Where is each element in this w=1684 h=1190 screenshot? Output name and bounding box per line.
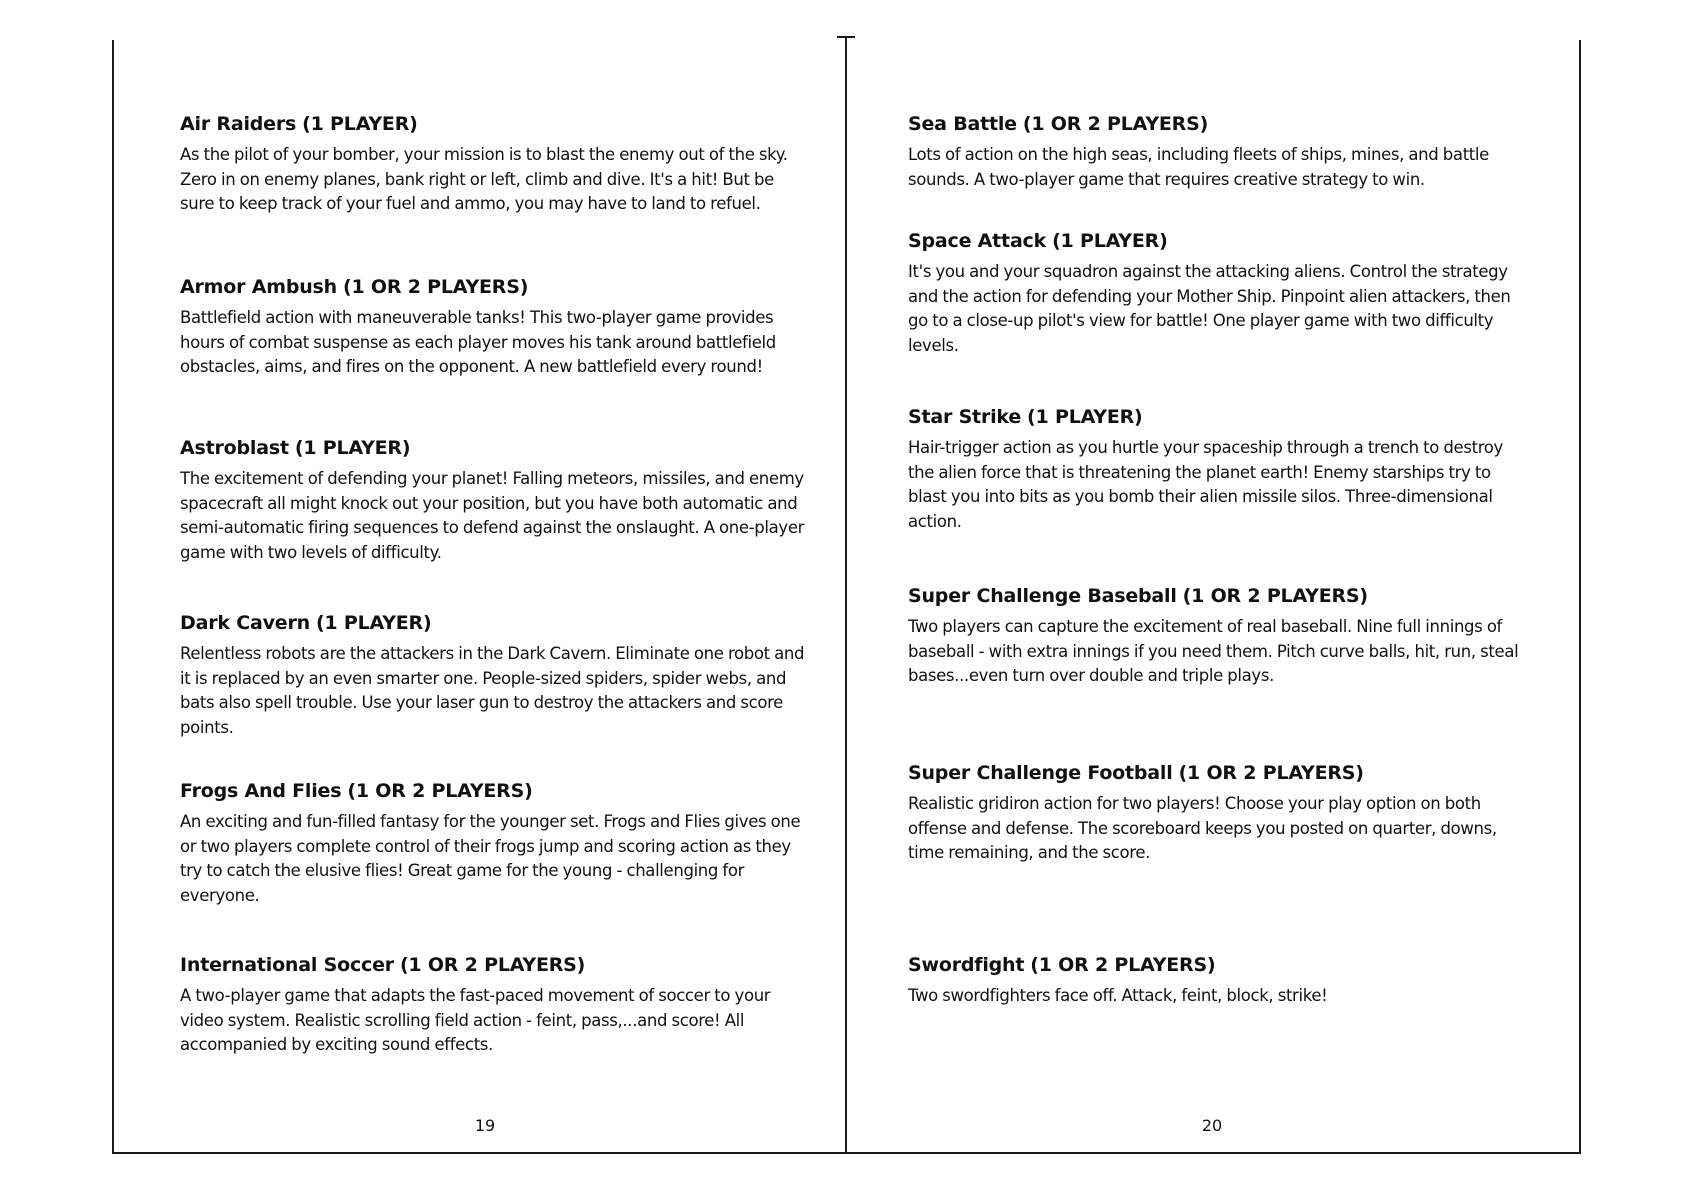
game-entry-international-soccer xyxy=(180,953,805,1058)
center-spine-line xyxy=(845,36,847,1154)
game-description: Hair-trigger action as you hurtle your spaceship through a trench to destroy the alien force that is threatening the planet earth! Enemy starships try to blast you into bits as you bomb their alien missile silos. Three-dimensional action. xyxy=(908,438,1503,531)
game-players: (1 PLAYER) xyxy=(315,612,432,634)
bottom-border-line xyxy=(112,1152,1581,1154)
game-entry-space-attack xyxy=(908,229,1533,358)
game-name: International Soccer xyxy=(180,954,394,976)
game-description: Two players can capture the excitement of real baseball. Nine full innings of baseball - with extra innings if you need them. Pitch curve balls, hit, run, steal bases...even turn over double and triple plays. xyxy=(908,617,1519,685)
game-description: Realistic gridiron action for two players! Choose your play option on both offense and defense. The scoreboard keeps you posted on quarter, downs, time remaining, and the score. xyxy=(908,794,1497,862)
game-name: Astroblast xyxy=(180,437,289,459)
game-players: (1 PLAYER) xyxy=(294,437,411,459)
game-description: A two-player game that adapts the fast-paced movement of soccer to your video system. Realistic scrolling field action - feint, pass,...and score! All accompanied by exciting sound effects. xyxy=(180,986,771,1054)
game-players: (1 PLAYER) xyxy=(302,113,418,135)
game-players: (1 PLAYER) xyxy=(1052,230,1168,252)
game-entry-astroblast xyxy=(180,436,805,565)
page-number: 20 xyxy=(1201,1116,1223,1135)
game-title xyxy=(180,436,805,460)
game-players: (1 OR 2 PLAYERS) xyxy=(399,954,586,976)
game-entry-dark-cavern xyxy=(180,611,805,740)
game-players: (1 OR 2 PLAYERS) xyxy=(1178,762,1364,784)
game-name: Space Attack xyxy=(908,230,1047,252)
game-players: (1 OR 2 PLAYERS) xyxy=(1182,585,1368,607)
right-border-line xyxy=(1579,40,1581,1154)
game-title xyxy=(908,405,1533,429)
game-name: Super Challenge Baseball xyxy=(908,585,1177,607)
spine-top-tick xyxy=(837,36,855,38)
game-entry-sea-battle xyxy=(908,112,1533,192)
game-description: Battlefield action with maneuverable tanks! This two-player game provides hours of combat suspense as each player moves his tank around battlefield obstacles, aims, and fires on the opponent. A new battlefield every round! xyxy=(180,308,776,376)
game-title xyxy=(180,112,805,136)
game-entry-star-strike xyxy=(908,405,1533,534)
game-entry-air-raiders xyxy=(180,112,805,217)
game-name: Dark Cavern xyxy=(180,612,310,634)
game-title xyxy=(908,112,1533,136)
game-name: Frogs And Flies xyxy=(180,780,342,802)
game-title xyxy=(908,584,1533,608)
game-description: Lots of action on the high seas, including fleets of ships, mines, and battle sounds. A two-player game that requires creative strategy to win. xyxy=(908,145,1489,189)
game-name: Armor Ambush xyxy=(180,276,337,298)
game-title xyxy=(180,779,805,803)
left-border-line xyxy=(112,40,114,1154)
game-description: Relentless robots are the attackers in the Dark Cavern. Eliminate one robot and it is replaced by an even smarter one. People-sized spiders, spider webs, and bats also spell trouble. Use your laser gun to destroy the attackers and score points. xyxy=(180,644,805,737)
game-name: Swordfight xyxy=(908,954,1025,976)
game-entry-swordfight xyxy=(908,953,1533,1009)
game-name: Sea Battle xyxy=(908,113,1017,135)
game-players: (1 OR 2 PLAYERS) xyxy=(347,780,533,802)
game-description: An exciting and fun-filled fantasy for the younger set. Frogs and Flies gives one or two players complete control of their frogs jump and scoring action as they try to catch the elusive flies! Great game for the young - challenging for everyone. xyxy=(180,812,801,905)
page-number: 19 xyxy=(474,1116,496,1135)
game-entry-frogs-and-flies xyxy=(180,779,805,908)
game-players: (1 PLAYER) xyxy=(1027,406,1143,428)
game-players: (1 OR 2 PLAYERS) xyxy=(342,276,529,298)
game-entry-super-challenge-baseball xyxy=(908,584,1533,689)
game-title xyxy=(908,229,1533,253)
game-players: (1 OR 2 PLAYERS) xyxy=(1030,954,1216,976)
game-name: Star Strike xyxy=(908,406,1022,428)
game-title xyxy=(180,611,805,635)
game-entry-armor-ambush xyxy=(180,275,805,380)
game-title xyxy=(180,953,805,977)
game-entry-super-challenge-football xyxy=(908,761,1533,866)
game-players: (1 OR 2 PLAYERS) xyxy=(1022,113,1209,135)
game-description: It's you and your squadron against the attacking aliens. Control the strategy and the action for defending your Mother Ship. Pinpoint alien attackers, then go to a close-up pilot's view for battle! One player game with two difficulty levels. xyxy=(908,262,1511,355)
game-name: Super Challenge Football xyxy=(908,762,1173,784)
game-description: As the pilot of your bomber, your mission is to blast the enemy out of the sky. Zero in on enemy planes, bank right or left, climb and dive. It's a hit! But be sure to keep track of your fuel and ammo, you may have to land to refuel. xyxy=(180,145,788,213)
game-description: The excitement of defending your planet! Falling meteors, missiles, and enemy spacecraft all might knock out your position, but you have both automatic and semi-automatic firing sequences to defend against the onslaught. A one-player game with two levels of difficulty. xyxy=(180,469,805,562)
game-title xyxy=(908,953,1533,977)
game-description: Two swordfighters face off. Attack, feint, block, strike! xyxy=(908,986,1328,1005)
game-title xyxy=(908,761,1533,785)
game-name: Air Raiders xyxy=(180,113,297,135)
game-title xyxy=(180,275,805,299)
